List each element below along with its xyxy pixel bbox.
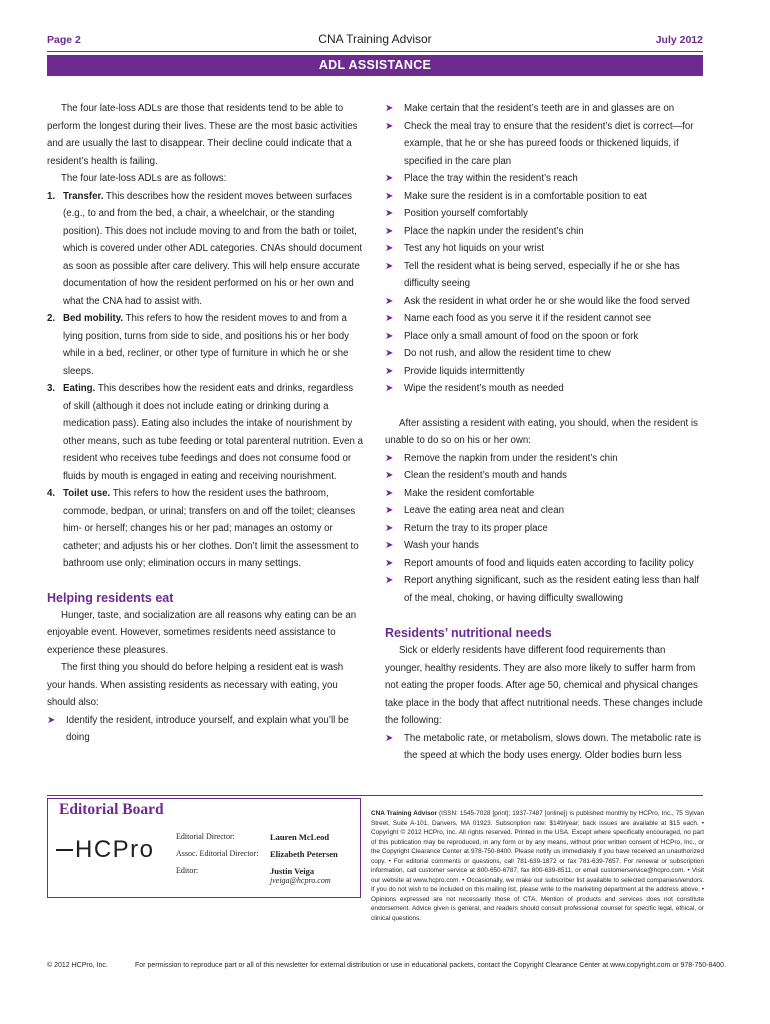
list-item: ➤ Provide liquids intermittently — [385, 363, 703, 381]
after-assist-paragraph: After assisting a resident with eating, you should, when the resident is unable to do so on his or her own: — [385, 417, 698, 446]
publication-details: (ISSN: 1545-7028 [print]; 1937-7487 [online]) is published monthly by HCPro, Inc., 75 Sylvan Street, Suite A-101, Danvers, MA 01923. Subscription rate: $149/year; back issues are available at $15 each. • Copyright © 2012 HCPro, Inc. All rights reserved. Printed in the USA. Except where specifically encouraged, no part of this publication may be reproduced, in any form or by any means, without prior written consent of HCPro, Inc., or the Copyright Clearance Center at 978-750-8400. Please notify us immediately if you have received an unauthorized copy. • For editorial comments or questions, call 781-639-1872 or fax 781-639-7857. For renewal or subscription information, call customer service at 800-650-6787, fax 800-639-8511, or email customerservice@hcpro.com. • Visit our website at www.hcpro.com. • Occasionally, we make our subscriber list available to selected companies/vendors. If you do not wish to be included on this mailing list, please write to the marketing department at the address above. • Opinions expressed are not necessarily those of CTA. Mention of products and services does not constitute endorsement. Advice given is general, and readers should consult professional counsel for specific legal, ethical, or clinical questions. — [371, 810, 705, 923]
nutrition-bullet-list — [385, 730, 703, 765]
list-item: ➤ Return the tray to its proper place — [385, 520, 703, 538]
adl-description: This refers to how the resident moves to and from a lying position, turns from side to side, and positions his or her body while in a bed, recliner, or other type of furniture in which he or she sleeps. — [63, 313, 349, 377]
adl-item-bed-mobility — [47, 310, 363, 380]
adl-term: Toilet use. — [63, 488, 111, 499]
list-item: ➤ Test any hot liquids on your wrist — [385, 240, 703, 258]
list-item: ➤ Do not rush, and allow the resident time to chew — [385, 345, 703, 363]
adl-description: This refers to how the resident uses the bathroom, commode, bedpan, or urinal; transfers on and off the toilet; cleanses him- or herself; changes his or her pad; manages an ostomy or catheter; and adjusts his or her clothes. Don’t limit the assessment to bathroom use only; elimination occurs in many settings. — [63, 488, 359, 569]
list-item: ➤ Position yourself comfortably — [385, 205, 703, 223]
intro-list-lead: The four late-loss ADLs are as follows: — [61, 173, 227, 184]
adl-number: 2. — [47, 313, 56, 324]
staff-row — [176, 849, 358, 866]
list-item: ➤ Make certain that the resident’s teeth are in and glasses are on — [385, 100, 703, 118]
copyright-notice: © 2012 HCPro, Inc. — [47, 962, 108, 969]
list-item: ➤ Make the resident comfortable — [385, 485, 703, 503]
page-number: Page 2 — [47, 34, 81, 46]
permission-notice: For permission to reproduce part or all of this newsletter for external distribution or use in educational packets, contact the Copyright Clearance Center at www.copyright.com or 978-750-8400. — [135, 962, 727, 969]
helping-bullet-list — [47, 712, 363, 747]
header-divider — [47, 51, 703, 52]
staff-name: Lauren McLeod — [270, 832, 330, 842]
publication-name: CNA Training Advisor — [371, 810, 438, 817]
list-item: ➤ Leave the eating area neat and clean — [385, 502, 703, 520]
list-item: ➤ Make sure the resident is in a comfortable position to eat — [385, 188, 703, 206]
helping-paragraph: The first thing you should do before helping a resident eat is wash your hands. When assisting residents as necessary with eating, you should also: — [47, 662, 344, 708]
staff-row — [176, 832, 358, 849]
adl-number: 1. — [47, 190, 56, 202]
logo-mark — [56, 849, 73, 851]
footer-divider — [47, 795, 703, 796]
staff-role: Assoc. Editorial Director: — [176, 849, 259, 858]
list-item: ➤ Place the napkin under the resident’s chin — [385, 223, 703, 241]
editorial-board-heading: Editorial Board — [59, 801, 164, 818]
hcpro-logo — [56, 836, 161, 864]
staff-role: Editor: — [176, 866, 199, 875]
list-item: ➤ Tell the resident what is being served, especially if he or she has difficulty seeing — [385, 258, 703, 293]
list-item: ➤ Wash your hands — [385, 537, 703, 555]
adl-term: Bed mobility. — [63, 313, 124, 324]
adl-item-transfer — [47, 188, 363, 311]
right-column — [385, 100, 703, 765]
list-item: ➤ Place the tray within the resident’s reach — [385, 170, 703, 188]
page-header — [47, 31, 703, 51]
staff-name: Justin Veiga — [270, 866, 315, 876]
helping-paragraph: Hunger, taste, and socialization are all reasons why eating can be an enjoyable event. However, sometimes residents need assistance to experience these pleasures. — [47, 609, 357, 656]
list-item: ➤ Remove the napkin from under the resident’s chin — [385, 450, 703, 468]
list-item: ➤ Report anything significant, such as the resident eating less than half of the meal, choking, or having difficulty swallowing — [385, 572, 703, 607]
list-item: ➤ Wipe the resident’s mouth as needed — [385, 380, 703, 398]
issue-date: July 2012 — [655, 34, 703, 46]
adl-term: Eating. — [63, 383, 96, 394]
intro-paragraph: The four late-loss ADLs are those that residents tend to be able to perform the longest during their lives. These are the most basic activities and are usually the last to disappear. Their decline could indicate that a resident’s health is failing. — [47, 103, 358, 167]
after-assist-list — [385, 450, 703, 608]
eating-steps-list — [385, 100, 703, 398]
list-item: ➤ Check the meal tray to ensure that the resident’s diet is correct—for example, that he or she has pureed foods or thickened liquids, if specified in the care plan — [385, 118, 703, 171]
logo-wordmark: HCPro — [75, 836, 155, 863]
list-item: ➤ Identify the resident, introduce yourself, and explain what you’ll be doing — [47, 712, 363, 747]
list-item: ➤ Clean the resident’s mouth and hands — [385, 467, 703, 485]
list-item: ➤ The metabolic rate, or metabolism, slows down. The metabolic rate is the speed at which the body uses energy. Older bodies burn less — [385, 730, 703, 765]
staff-name: Elizabeth Petersen — [270, 849, 338, 859]
nutrition-paragraph: Sick or elderly residents have different food requirements than younger, healthy residents. They are also more likely to suffer harm from not eating the proper foods. After age 50, chemical and physical changes take place in the body that affect nutritional needs. These changes include the following: — [385, 645, 703, 726]
list-item: ➤ Report amounts of food and liquids eaten according to facility policy — [385, 555, 703, 573]
adl-term: Transfer. — [63, 190, 104, 202]
adl-item-eating — [47, 380, 363, 485]
adl-description: This describes how the resident eats and drinks, regardless of skill (although it does not include eating or drinking during a medication pass). Eating also includes the intake of nourishment by other means, such as tube feeding or total parenteral nutrition. Even a resident who receives tube feedings and does not consume food or fluids by mouth is engaged in eating and receiving nourishment. — [63, 383, 363, 482]
adl-description: This describes how the resident moves between surfaces (e.g., to and from the bed, a chair, a wheelchair, or the standing position). This does not include moving to and from the bath or toilet, which is covered under other ADL categories. CNAs should document as soon as possible after care delivery. This will help ensure accurate documentation of how the resident performed on his or her own and what the CNA had to assist with. — [63, 190, 363, 307]
editorial-board-box — [47, 798, 361, 898]
adl-list — [47, 188, 363, 573]
list-item: ➤ Name each food as you serve it if the resident cannot see — [385, 310, 703, 328]
editor-email: jveiga@hcpro.com — [270, 876, 331, 885]
adl-number: 3. — [47, 383, 56, 394]
list-item: ➤ Ask the resident in what order he or she would like the food served — [385, 293, 703, 311]
nutrition-heading: Residents’ nutritional needs — [385, 626, 552, 640]
adl-item-toilet-use — [47, 485, 363, 573]
publication-info — [371, 809, 704, 924]
helping-heading: Helping residents eat — [47, 590, 174, 605]
newsletter-title: CNA Training Advisor — [318, 32, 432, 46]
staff-role: Editorial Director: — [176, 832, 235, 841]
adl-number: 4. — [47, 488, 56, 499]
left-column — [47, 100, 363, 747]
section-banner: ADL ASSISTANCE — [47, 55, 703, 76]
list-item: ➤ Place only a small amount of food on the spoon or fork — [385, 328, 703, 346]
